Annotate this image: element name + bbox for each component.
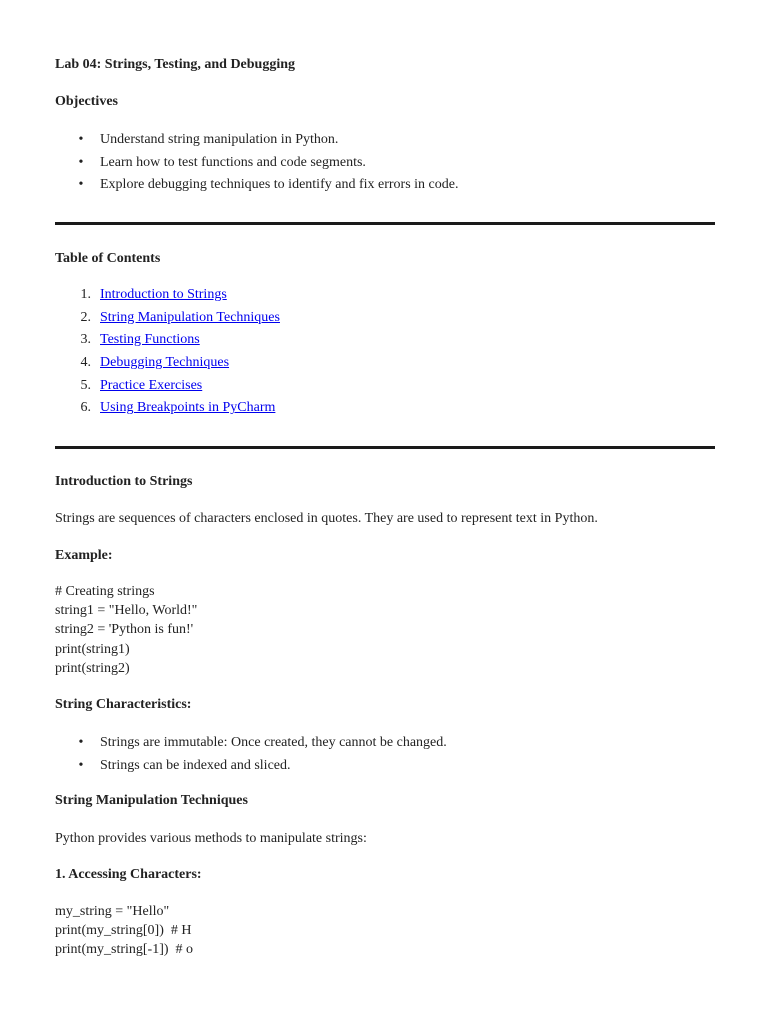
toc-link-exercises[interactable]: Practice Exercises bbox=[100, 377, 203, 393]
toc-link-breakpoints[interactable]: Using Breakpoints in PyCharm bbox=[100, 400, 276, 416]
toc-link-introduction[interactable]: Introduction to Strings bbox=[100, 287, 227, 302]
code-block bbox=[55, 903, 193, 961]
code-line: my_string = "Hello" bbox=[55, 904, 170, 919]
horizontal-divider bbox=[55, 446, 715, 449]
toc-link-debugging[interactable]: Debugging Techniques bbox=[100, 355, 230, 371]
bullet-icon: • bbox=[78, 757, 84, 773]
toc-link-testing[interactable]: Testing Functions bbox=[100, 332, 200, 348]
characteristics-heading: String Characteristics: bbox=[55, 697, 192, 712]
objectives-heading: Objectives bbox=[55, 94, 118, 109]
manipulation-paragraph: Python provides various methods to manipulate strings: bbox=[55, 831, 367, 846]
code-line: print(string2) bbox=[55, 660, 130, 676]
accessing-characters-heading: 1. Accessing Characters: bbox=[55, 867, 202, 882]
code-line: print(string1) bbox=[55, 641, 130, 657]
intro-paragraph: Strings are sequences of characters enclosed in quotes. They are used to represent text in Python. bbox=[55, 511, 598, 526]
bullet-icon: • bbox=[78, 735, 84, 750]
page-title: Lab 04: Strings, Testing, and Debugging bbox=[55, 57, 296, 72]
horizontal-divider bbox=[55, 222, 715, 225]
code-line: print(my_string[-1]) # o bbox=[55, 942, 194, 958]
bullet-icon: • bbox=[78, 177, 84, 193]
toc-heading: Table of Contents bbox=[55, 251, 161, 266]
code-line: print(my_string[0]) # H bbox=[55, 923, 192, 939]
code-block bbox=[55, 583, 197, 679]
code-line: string1 = "Hello, World!" bbox=[55, 603, 198, 619]
example-label: Example: bbox=[55, 548, 113, 563]
bullet-icon: • bbox=[78, 132, 84, 147]
code-line: # Creating strings bbox=[55, 584, 155, 599]
code-line: string2 = 'Python is fun!' bbox=[55, 622, 194, 638]
intro-heading: Introduction to Strings bbox=[55, 474, 193, 489]
manipulation-heading: String Manipulation Techniques bbox=[55, 793, 248, 808]
toc-link-manipulation[interactable]: String Manipulation Techniques bbox=[100, 309, 280, 325]
bullet-icon: • bbox=[78, 154, 84, 170]
